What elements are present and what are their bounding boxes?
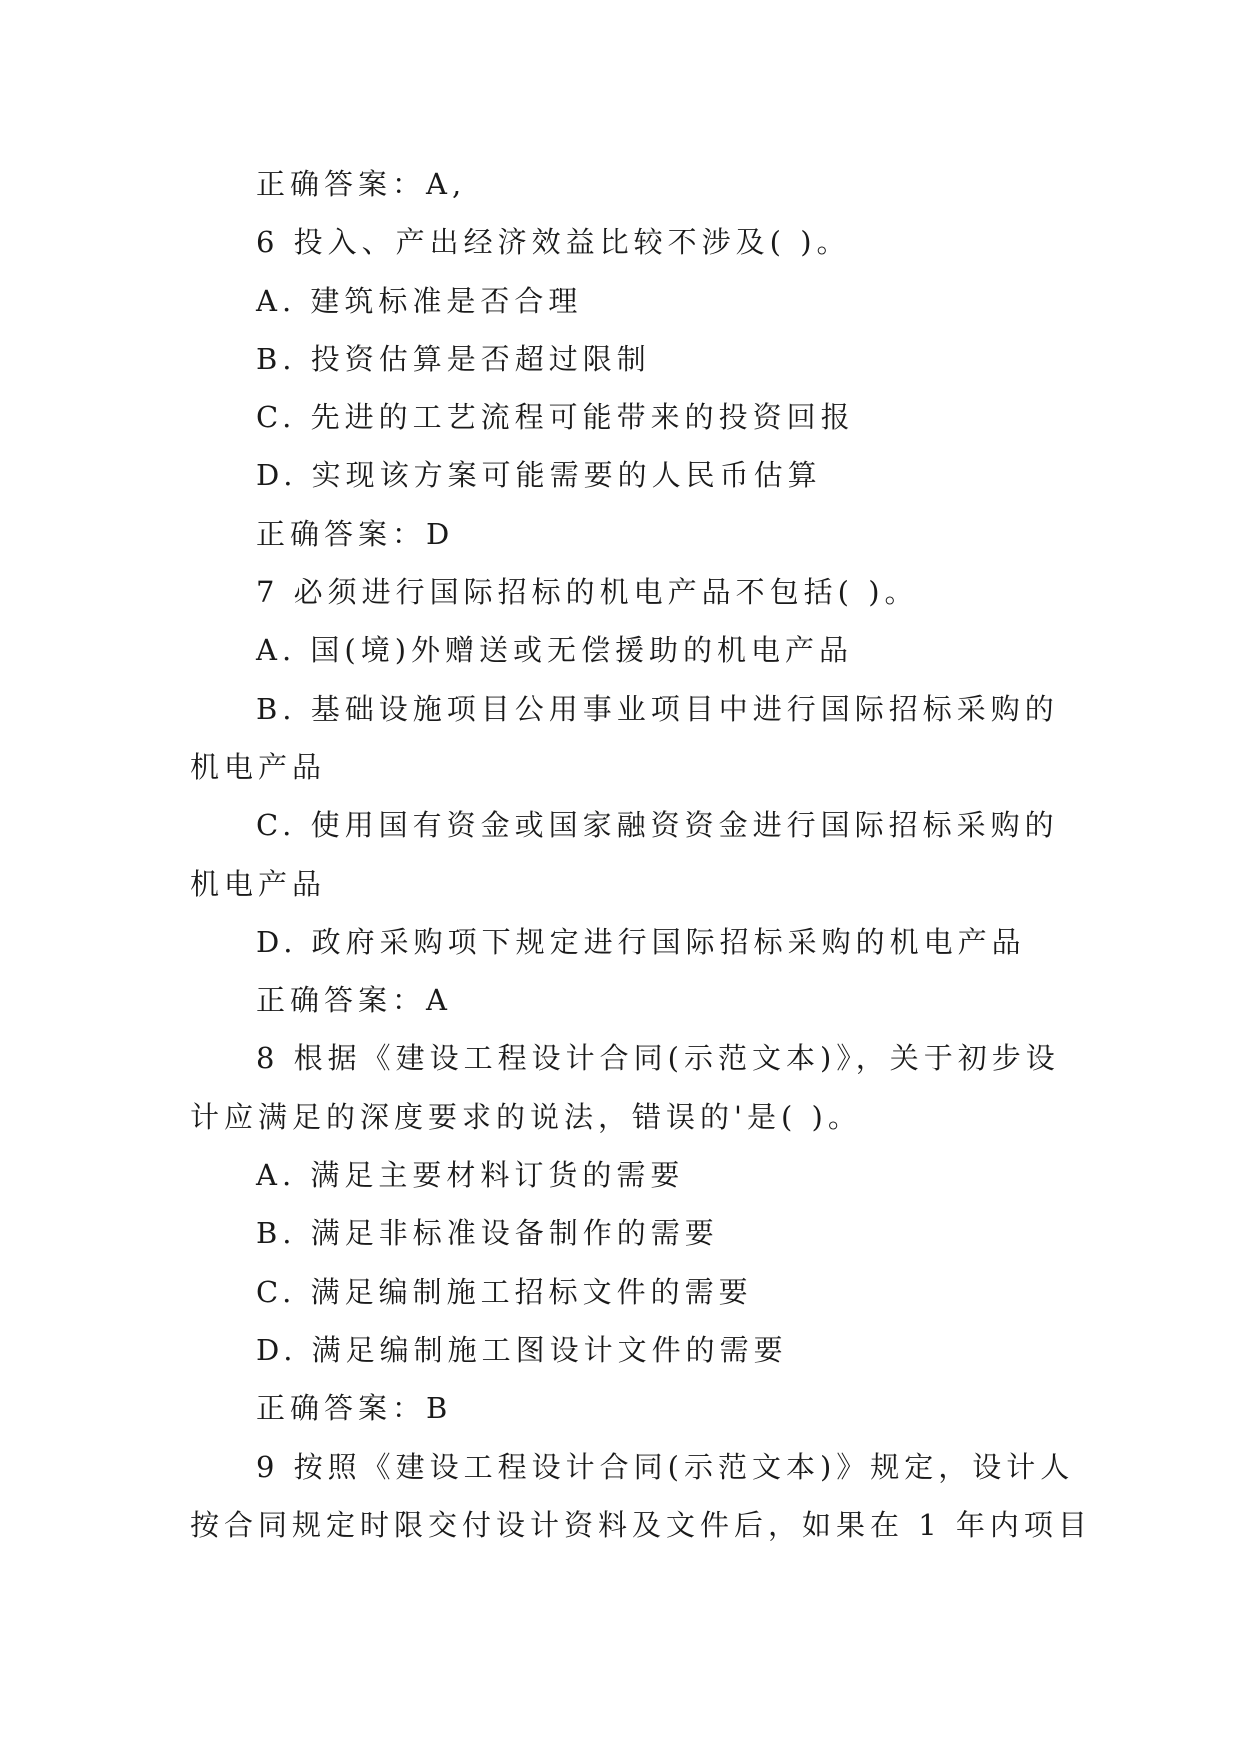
answer-line: 正确答案：A <box>256 983 452 1018</box>
option-line: D. 满足编制施工图设计文件的需要 <box>256 1332 788 1367</box>
option-line: D. 实现该方案可能需要的人民币估算 <box>256 458 822 493</box>
option-continuation-line: 机电产品 <box>190 749 327 784</box>
option-continuation-line: 机电产品 <box>190 866 327 901</box>
answer-line: 正确答案：A, <box>256 167 467 201</box>
option-line: A. 国(境)外赠送或无偿援助的机电产品 <box>256 633 854 668</box>
question-continuation-line: 计应满足的深度要求的说法，错误的'是( )。 <box>190 1099 862 1134</box>
question-continuation-line: 按合同规定时限交付设计资料及文件后，如果在 1 年内项目 <box>190 1507 1092 1542</box>
option-line: B. 投资估算是否超过限制 <box>256 341 651 376</box>
answer-line: 正确答案：B <box>256 1391 453 1426</box>
option-line: D. 政府采购项下规定进行国际招标采购的机电产品 <box>256 924 1026 959</box>
option-line: C. 使用国有资金或国家融资资金进行国际招标采购的 <box>256 808 1059 843</box>
question-line: 9 按照《建设工程设计合同(示范文本)》规定，设计人 <box>256 1449 1075 1484</box>
question-line: 7 必须进行国际招标的机电产品不包括( )。 <box>256 575 919 610</box>
option-line: A. 满足主要材料订货的需要 <box>256 1158 685 1193</box>
question-line: 8 根据《建设工程设计合同(示范文本)》，关于初步设 <box>256 1041 1060 1076</box>
option-line: A. 建筑标准是否合理 <box>256 283 583 318</box>
document-body <box>190 155 1092 1554</box>
option-line: C. 满足编制施工招标文件的需要 <box>256 1274 753 1309</box>
answer-line: 正确答案：D <box>256 516 455 551</box>
option-line: B. 满足非标准设备制作的需要 <box>256 1216 719 1251</box>
option-line: C. 先进的工艺流程可能带来的投资回报 <box>256 400 855 435</box>
option-line: B. 基础设施项目公用事业项目中进行国际招标采购的 <box>256 691 1059 726</box>
question-line: 6 投入、产出经济效益比较不涉及( )。 <box>256 225 851 260</box>
